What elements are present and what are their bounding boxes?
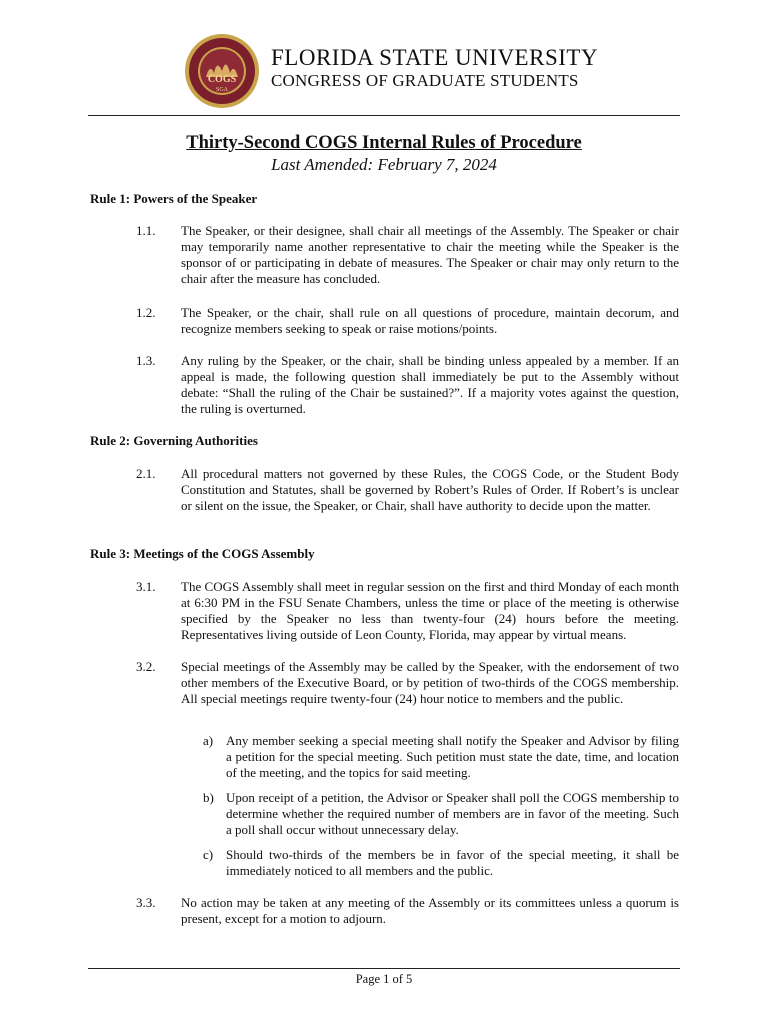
university-name: FLORIDA STATE UNIVERSITY (271, 45, 599, 70)
organization-name: CONGRESS OF GRADUATE STUDENTS (271, 71, 579, 90)
document-title: Thirty-Second COGS Internal Rules of Procedure (186, 133, 582, 153)
item-text: The Speaker, or their designee, shall chair all meetings of the Assembly. The Speaker or chair may temporarily name another representative to chair the meeting while the Speaker is the sponsor of or participating in debate of measures. The Speaker or chair may only return to the chair after the measure has concluded. (181, 223, 679, 286)
rule-heading: Rule 3: Meetings of the COGS Assembly (90, 546, 315, 561)
item-number: 2.1. (136, 466, 156, 481)
seal-subtext: SGA (215, 87, 229, 93)
item-number: 3.3. (136, 895, 156, 910)
item-number: 1.2. (136, 305, 156, 320)
footer-divider (88, 968, 680, 969)
item-text: The COGS Assembly shall meet in regular session on the first and third Monday of each month at 6:30 PM in the FSU Senate Chambers, unless the time or place of the meeting is otherwise specified by the Speaker no less than twenty-four (24) hours before the meeting. Representatives living outside of Leon County, Florida, may appear by virtual means. (181, 579, 679, 642)
item-text: Special meetings of the Assembly may be called by the Speaker, with the endorsement of two other members of the Executive Board, or by petition of two-thirds of the COGS membership. All special meetings require twenty-four (24) hour notice to members and the public. (181, 659, 679, 706)
cogs-seal-logo (184, 33, 260, 109)
seal-text: COGS (207, 74, 237, 85)
subitem-letter: a) (203, 733, 214, 748)
item-number: 1.1. (136, 223, 156, 238)
subitem-text: Any member seeking a special meeting shall notify the Speaker and Advisor by filing a petition for the special meeting. Such petition must state the date, time, and location of the meeting, and the topics for said meeting. (226, 733, 679, 780)
item-number: 1.3. (136, 353, 156, 368)
subitem-letter: b) (203, 790, 214, 805)
item-number: 3.2. (136, 659, 156, 674)
subitem-text: Upon receipt of a petition, the Advisor or Speaker shall poll the COGS membership to determine whether the required number of members are in favor of the meeting. Such a poll shall occur without unnecessary delay. (226, 790, 679, 837)
amended-date: Last Amended: February 7, 2024 (271, 155, 497, 174)
header-divider (88, 115, 680, 116)
item-text: No action may be taken at any meeting of the Assembly or its committees unless a quorum is present, except for a motion to adjourn. (181, 895, 679, 926)
rule-heading: Rule 2: Governing Authorities (90, 433, 258, 448)
subitem-letter: c) (203, 847, 214, 862)
item-text: Any ruling by the Speaker, or the chair, shall be binding unless appealed by a member. If an appeal is made, the following question shall immediately be put to the Assembly without debate: “Shall the ruling of the Chair be sustained?”. If a majority votes against the question, the ruling is overturned. (181, 353, 679, 416)
item-number: 3.1. (136, 579, 156, 594)
page-number: Page 1 of 5 (355, 972, 413, 986)
subitem-text: Should two-thirds of the members be in favor of the special meeting, it shall be immediately noticed to all members and the public. (226, 847, 679, 878)
item-text: The Speaker, or the chair, shall rule on all questions of procedure, maintain decorum, and recognize members seeking to speak or raise motions/points. (181, 305, 679, 336)
item-text: All procedural matters not governed by these Rules, the COGS Code, or the Student Body Constitution and Statutes, shall be governed by Robert’s Rules of Order. If Robert’s is unclear or silent on the issue, the Speaker, or Chair, shall have authority to decide upon the matter. (181, 466, 679, 513)
rule-heading: Rule 1: Powers of the Speaker (90, 191, 258, 206)
